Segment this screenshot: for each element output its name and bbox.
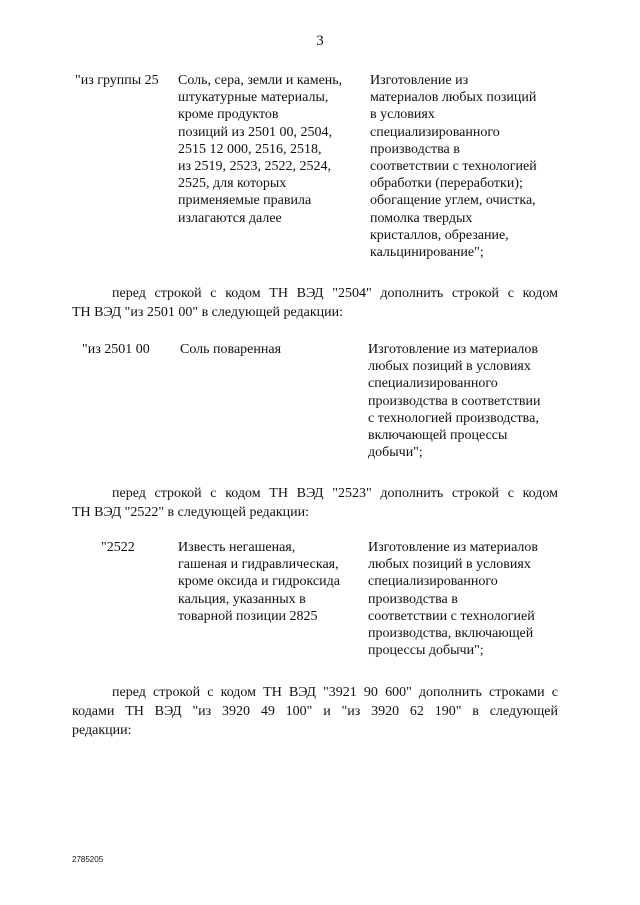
instruction-paragraph: [72, 683, 558, 740]
paragraph-line: кодами ТН ВЭД "из 3920 49 100" и "из 3920 62 190" в следующей: [72, 704, 558, 719]
paragraph-line: перед строкой с кодом ТН ВЭД "2504" дополнить строкой с кодом: [112, 286, 558, 301]
paragraph-line: редакции:: [72, 723, 132, 738]
product-description: Соль поваренная: [180, 342, 282, 357]
tnved-code: "из группы 25: [75, 73, 159, 88]
product-description: Известь негашеная, гашеная и гидравлическая, кроме оксида и гидроксида кальция, указанных в товарной позиции 2825: [178, 540, 340, 624]
tnved-code: "2522: [101, 540, 135, 555]
processing-condition: Изготовление из материалов любых позиций в условиях специализированного производства в соответствии с технологией производства, включающей процессы добычи";: [368, 540, 539, 659]
instruction-paragraph: [72, 284, 558, 322]
page-number: 3: [316, 33, 324, 49]
processing-condition: Изготовление из материалов любых позиций в условиях специализированного производства в соответствии с технологией обработки (переработки); обогащение углем, очистка, помолка твердых кристаллов, обрезание, кальцинирование";: [370, 73, 537, 261]
processing-condition: Изготовление из материалов любых позиций в условиях специализированного производства в соответствии с технологией производства, включающей процессы добычи";: [368, 342, 541, 461]
paragraph-line: ТН ВЭД "2522" в следующей редакции:: [72, 505, 309, 520]
paragraph-line: ТН ВЭД "из 2501 00" в следующей редакции:: [72, 305, 344, 320]
tnved-code: "из 2501 00: [82, 342, 150, 357]
product-description: Соль, сера, земли и камень, штукатурные материалы, кроме продуктов позиций из 2501 00, 2504, 2515 12 000, 2516, 2518, из 2519, 2523, 2522, 2524, 2525, для которых применяемые правила излагаются далее: [178, 73, 343, 226]
paragraph-line: перед строкой с кодом ТН ВЭД "3921 90 600" дополнить строками с: [112, 685, 558, 700]
paragraph-line: перед строкой с кодом ТН ВЭД "2523" дополнить строкой с кодом: [112, 486, 558, 501]
instruction-paragraph: [72, 484, 558, 522]
document-id: 2785205: [72, 855, 104, 864]
